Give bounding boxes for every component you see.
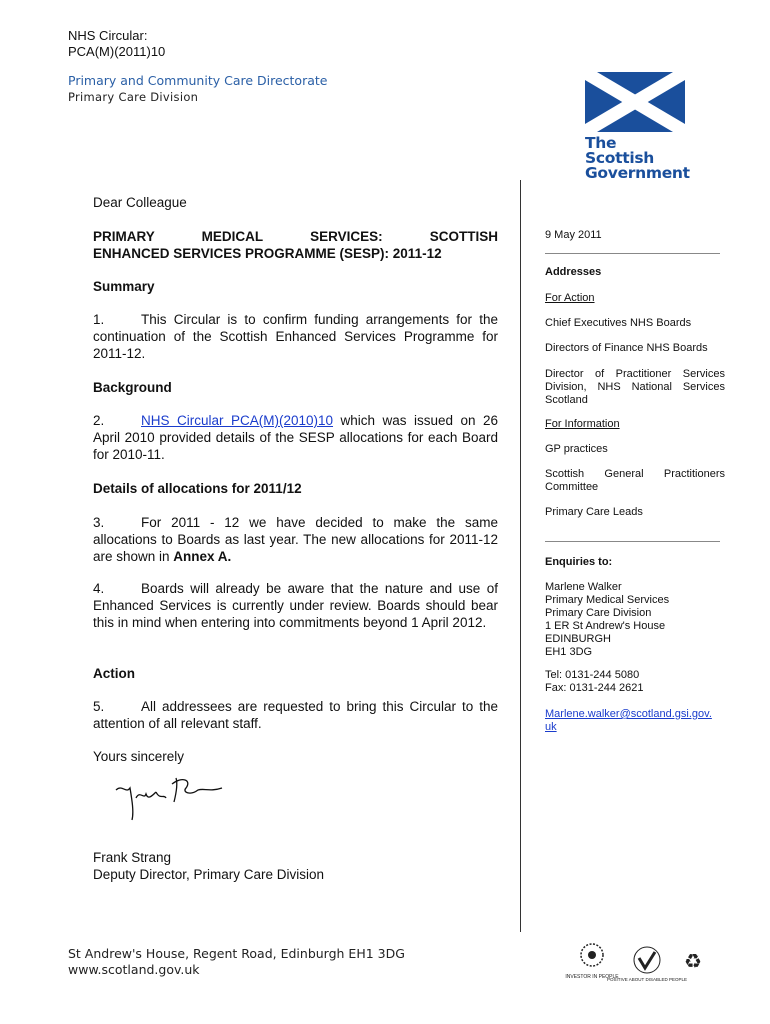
- circular-number: PCA(M)(2011)10: [68, 44, 166, 59]
- column-divider: [520, 180, 521, 932]
- positive-about-disabled-people-icon: [607, 947, 687, 982]
- action-heading: Action: [93, 666, 135, 681]
- paragraph-4-text: Boards will already be aware that the nature and use of Enhanced Services is currently under review. Boards should bear this in mind when entering into commitments beyond 1 April 2012.: [93, 581, 498, 630]
- letter-title-line-2: ENHANCED SERVICES PROGRAMME (SESP): 2011-12: [93, 246, 442, 261]
- letter-title: [93, 228, 498, 262]
- signatory-title: Deputy Director, Primary Care Division: [93, 867, 325, 882]
- details-heading: Details of allocations for 2011/12: [93, 481, 302, 496]
- paragraph-5-text: All addressees are requested to bring this Circular to the attention of all relevant staff.: [93, 699, 498, 731]
- division-name: Primary Care Division: [68, 90, 199, 104]
- recycle-icon: [684, 949, 702, 973]
- paragraph-2-text: which was issued on 26 April 2010 provided details of the SESP allocations for each Board for 2010-11.: [93, 413, 498, 462]
- contact-address-line: 1 ER St Andrew's House: [545, 620, 666, 632]
- paragraph-3-number: 3.: [93, 515, 105, 530]
- paragraph-2: [93, 412, 498, 463]
- contact-city: EDINBURGH: [545, 633, 612, 645]
- contact-email-link[interactable]: [545, 708, 725, 734]
- enquiries-heading: Enquiries to:: [545, 556, 613, 568]
- addressee-chief-executives: Chief Executives NHS Boards: [545, 317, 692, 329]
- info-gp-practices: GP practices: [545, 443, 608, 455]
- logo-line-1: The Scottish: [585, 134, 654, 167]
- email-line-1: Marlene.walker@scotland.gsi.gov.: [545, 708, 712, 720]
- circular-label: NHS Circular:: [68, 28, 148, 43]
- badges-icon: [565, 938, 715, 984]
- paragraph-5-number: 5.: [93, 699, 105, 714]
- svg-text:♻: ♻: [684, 949, 702, 973]
- sidebar-rule-1: [545, 253, 720, 254]
- email-line-2: uk: [545, 721, 557, 733]
- logo-line-2: Government: [585, 164, 690, 182]
- addressee-directors-finance: Directors of Finance NHS Boards: [545, 342, 708, 354]
- background-heading: Background: [93, 380, 172, 395]
- paragraph-2-number: 2.: [93, 413, 105, 428]
- paragraph-1-number: 1.: [93, 312, 105, 327]
- for-action-label: For Action: [545, 292, 595, 304]
- investor-in-people-icon: [565, 944, 619, 980]
- directorate-name: Primary and Community Care Directorate: [68, 73, 328, 88]
- salutation: Dear Colleague: [93, 195, 187, 210]
- footer-website: www.scotland.gov.uk: [68, 962, 200, 977]
- paragraph-3-text: For 2011 - 12 we have decided to make the same allocations to Boards as last year. The new allocations for 2011-12 are shown in: [93, 515, 498, 564]
- info-primary-care-leads: Primary Care Leads: [545, 506, 643, 518]
- paragraph-3: [93, 514, 498, 565]
- paragraph-4-number: 4.: [93, 581, 105, 596]
- contact-fax: Fax: 0131-244 2621: [545, 682, 644, 694]
- summary-heading: Summary: [93, 279, 155, 294]
- contact-block: [545, 581, 725, 659]
- contact-unit: Primary Medical Services: [545, 594, 670, 606]
- saltire-flag-icon: [585, 72, 685, 132]
- badge-2-text: POSITIVE ABOUT DISABLED PEOPLE: [607, 977, 687, 982]
- letter-date: 9 May 2011: [545, 229, 602, 241]
- paragraph-5: [93, 698, 498, 732]
- logo-text: [585, 134, 690, 182]
- info-sgpc: Scottish General Practitioners Committee: [545, 468, 725, 493]
- accreditation-badges: [565, 938, 715, 984]
- addresses-heading: Addresses: [545, 266, 602, 278]
- annex-a-reference: Annex A.: [173, 549, 232, 564]
- footer-address: St Andrew's House, Regent Road, Edinburgh EH1 3DG: [68, 946, 405, 961]
- closing: Yours sincerely: [93, 749, 185, 764]
- paragraph-1-text: This Circular is to confirm funding arrangements for the continuation of the Scottish Enhanced Services Programme for 2011-12.: [93, 312, 498, 361]
- contact-phone: Tel: 0131-244 5080: [545, 669, 640, 681]
- signatory-name: Frank Strang: [93, 850, 172, 865]
- badge-1-text: INVESTOR IN PEOPLE: [565, 974, 619, 980]
- nhs-circular-link[interactable]: NHS Circular PCA(M)(2010)10: [141, 413, 334, 428]
- circular-reference: [68, 28, 165, 60]
- addressee-practitioner-services: Director of Practitioner Services Division, NHS National Services Scotland: [545, 368, 725, 406]
- handwritten-signature: [112, 770, 232, 825]
- paragraph-1: [93, 311, 498, 362]
- letter-title-line-1: PRIMARY MEDICAL SERVICES: SCOTTISH: [93, 229, 498, 244]
- for-information-label: For Information: [545, 418, 620, 430]
- sidebar-rule-2: [545, 541, 720, 542]
- contact-division: Primary Care Division: [545, 607, 652, 619]
- paragraph-4: [93, 580, 498, 631]
- contact-postcode: EH1 3DG: [545, 646, 593, 658]
- scottish-government-logo: [585, 72, 690, 182]
- contact-name: Marlene Walker: [545, 581, 622, 593]
